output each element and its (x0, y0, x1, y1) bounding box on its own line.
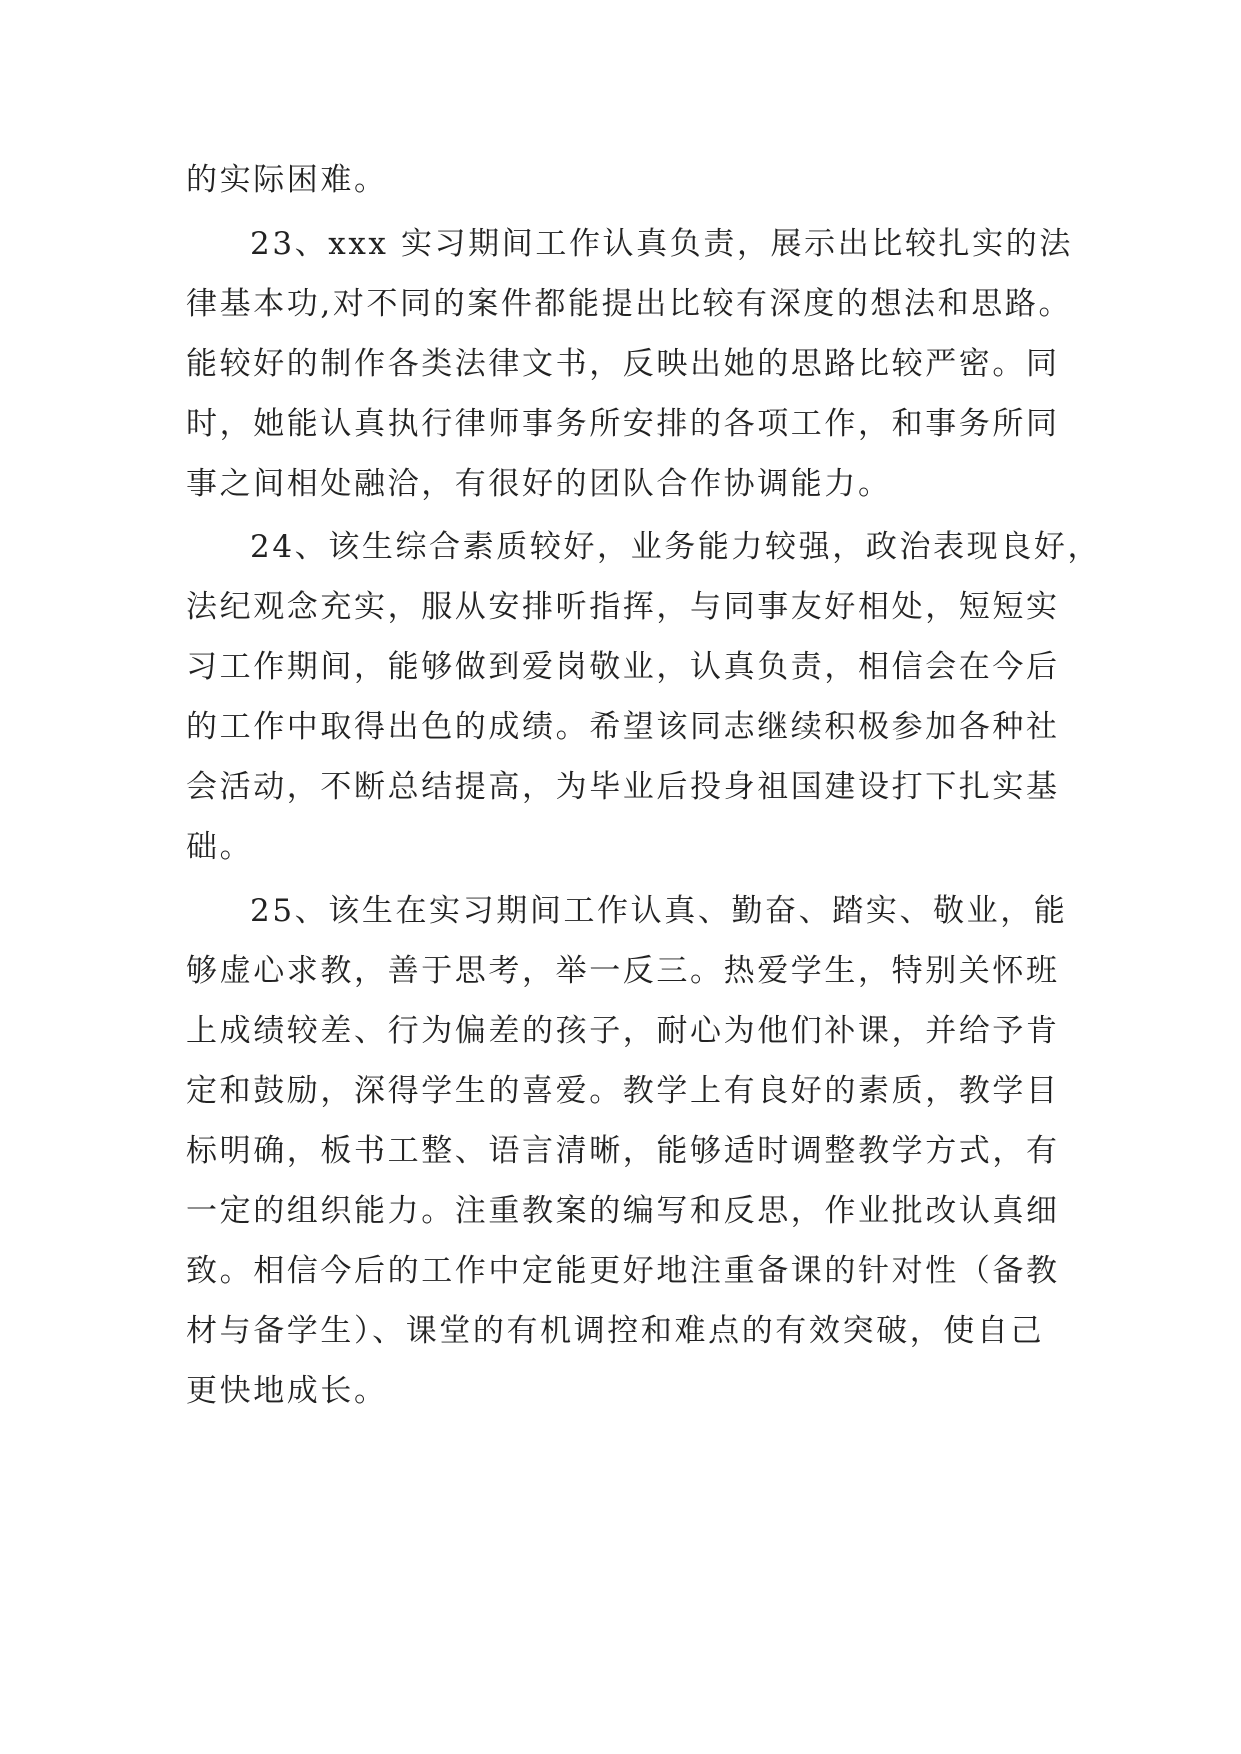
paragraph-25-line-7: 致。相信今后的工作中定能更好地注重备课的针对性（备教 (186, 1253, 1060, 1289)
paragraph-23-line-2: 律基本功,对不同的案件都能提出比较有深度的想法和思路。 (186, 286, 1073, 322)
paragraph-24-line-5: 会活动，不断总结提高，为毕业后投身祖国建设打下扎实基 (186, 769, 1060, 805)
paragraph-24-line-3: 习工作期间，能够做到爱岗敬业，认真负责，相信会在今后 (186, 649, 1060, 685)
paragraph-25-line-1: 25、该生在实习期间工作认真、勤奋、踏实、敬业，能 (250, 893, 1068, 929)
paragraph-25-line-9: 更快地成长。 (186, 1373, 388, 1409)
paragraph-24-line-2: 法纪观念充实，服从安排听指挥，与同事友好相处，短短实 (186, 589, 1060, 625)
paragraph-24-line-4: 的工作中取得出色的成绩。希望该同志继续积极参加各种社 (186, 709, 1060, 745)
paragraph-25-line-3: 上成绩较差、行为偏差的孩子，耐心为他们补课，并给予肯 (186, 1013, 1060, 1049)
paragraph-25-line-8: 材与备学生）、课堂的有机调控和难点的有效突破，使自己 (186, 1313, 1045, 1349)
paragraph-24-line-6: 础。 (186, 829, 254, 865)
paragraph-25-line-5: 标明确，板书工整、语言清晰，能够适时调整教学方式，有 (186, 1133, 1060, 1169)
paragraph-23-line-1: 23、xxx 实习期间工作认真负责，展示出比较扎实的法 (250, 226, 1073, 262)
paragraph-24-line-1: 24、该生综合素质较好，业务能力较强，政治表现良好， (250, 529, 1102, 565)
paragraph-23-line-4: 时，她能认真执行律师事务所安排的各项工作，和事务所同 (186, 406, 1060, 442)
paragraph-23-line-5: 事之间相处融洽，有很好的团队合作协调能力。 (186, 466, 892, 502)
paragraph-25-line-4: 定和鼓励，深得学生的喜爱。教学上有良好的素质，教学目 (186, 1073, 1060, 1109)
paragraph-25-line-6: 一定的组织能力。注重教案的编写和反思，作业批改认真细 (186, 1193, 1060, 1229)
paragraph-23-line-3: 能较好的制作各类法律文书，反映出她的思路比较严密。同 (186, 346, 1060, 382)
paragraph-25-line-2: 够虚心求教，善于思考，举一反三。热爱学生，特别关怀班 (186, 953, 1060, 989)
paragraph-22-line-1: 的实际困难。 (186, 162, 388, 198)
